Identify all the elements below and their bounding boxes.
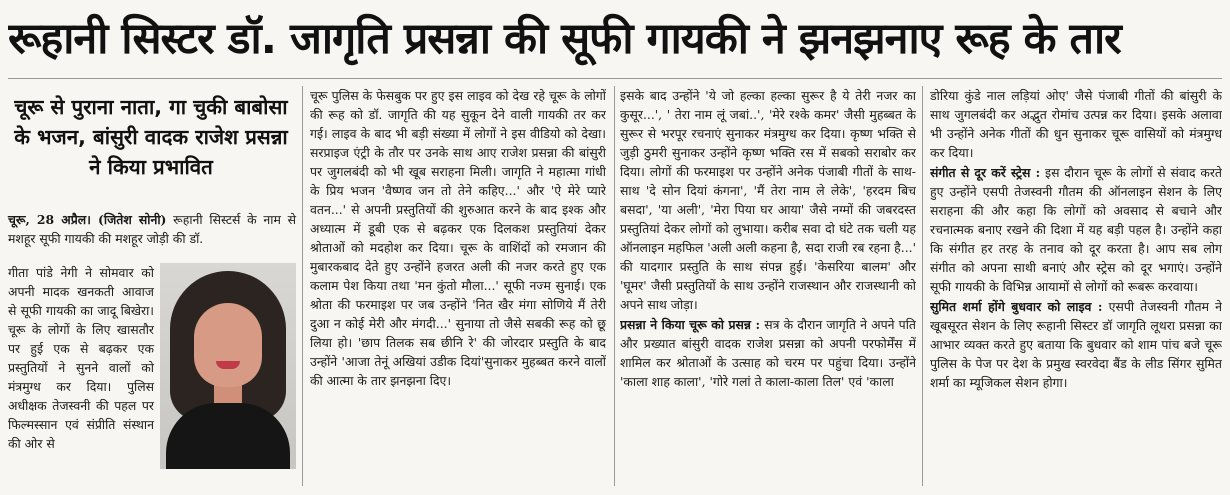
column-rule — [614, 86, 615, 486]
crosshead: संगीत से दूर करें स्ट्रेस : — [930, 165, 1041, 180]
subheadline: चूरू से पुराना नाता, गा चुकी बाबोसा के भजन, बांसुरी वादक राजेश प्रसन्ना ने किया प्रभावित — [14, 95, 288, 179]
photo-face — [194, 303, 262, 387]
dateline: चूरू, 28 अप्रैल। (जितेश सोनी) — [8, 212, 167, 227]
column-text: सत्र के दौरान जागृति ने अपने पति और प्रख्यात बांसुरी वादक राजेश प्रसन्ना को अपनी परफोर्मेंस में शामिल कर श्रोताओं के उत्साह को चरम पर पहुंचा दिया। उन्होंने 'काला शाह काला', 'गोरे गलां ते काला-काला तिल' एवं 'काला — [620, 317, 916, 389]
lead-paragraph — [8, 210, 296, 248]
article-column-4 — [930, 86, 1222, 491]
column-rule — [922, 86, 923, 486]
article-column-3 — [620, 86, 916, 491]
column-paragraph — [620, 315, 916, 391]
lead-continued: गीता पांडे नेगी ने सोमवार को अपनी मादक खनकती आवाज से सूफी गायकी का जादू बिखेरा। चूरू के लोगों के लिए खासतौर पर हुई एक से बढ़कर एक प्रस्तुतियों ने सुनने वालों को मंत्रमुग्ध कर दिया। पुलिस अधीक्षक तेजस्वनी की पहल पर फिल्मस्सान एवं संप्रीति संस्थान की ओर से — [8, 265, 154, 451]
crosshead: प्रसन्ना ने किया चूरू को प्रसन्न : — [620, 317, 761, 332]
crosshead: सुमित शर्मा होंगे बुधवार को लाइव : — [930, 299, 1103, 314]
headline: रूहानी सिस्टर डॉ. जागृति प्रसन्ना की सूफी गायकी ने झनझनाए रूह के तार — [8, 14, 1121, 64]
singer-photo — [160, 263, 296, 469]
column-text: चूरू पुलिस के फेसबुक पर हुए इस लाइव को देख रहे चूरू के लोगों की रूह को डॉ. जागृति की यह सुकून देने वाली गायकी तर कर गई। लाइव के बाद भी बड़ी संख्या में लोगों ने इस वीडियो को देखा। सरप्राइज एंट्री के तौर पर उनके साथ आए राजेश प्रसन्ना की बांसुरी पर जुगलबंदी को भी खूब सराहना मिली। जागृति ने महात्मा गांधी के प्रिय भजन 'वैष्णव जन तो तेने कहिए...' और 'ऐ मेरे प्यारे वतन...' से अपनी प्रस्तुतियों की शुरुआत करने के बाद इश्क और अध्यात्म में डूबी एक से बढ़कर एक दिलकश प्रस्तुतियां देकर श्रोताओं को मदहोश कर दिया। चूरू के वाशिंदों को रमजान की मुबारकबाद देते हुए उन्होंने हजरत अली की नजर करते हुए एक कलाम पेश किया तथा 'मन कुंतो मौला...' सूफी नज्म सुनाई। एक श्रोता की फरमाइश पर जब उन्होंने 'नित खैर मंगा सोणिये मैं तेरी दुआ न कोई मेरी और मंगदी...' सुनाया तो जैसे सबकी रूह को छू लिया हो। 'छाप तिलक सब छीनि रे' की जोरदार प्रस्तुति के बाद उन्होंने 'आजा तेनूं अखियां उडीक दियां'सुनाकर मुहब्बत करने वालों की आत्मा के तार झनझना दिए। — [310, 88, 606, 388]
column-text: इसके बाद उन्होंने 'ये जो हल्का हल्का सुरूर है ये तेरी नजर का कुसूर...', ' तेरा नाम लूं जबां..', 'मेरे रश्के कमर' जैसी मुहब्बत के सुरूर से भरपूर रचनाएं सुनाकर मंत्रमुग्ध कर दिया। कृष्ण भक्ति से जुड़ी ठुमरी सुनाकर उन्होंने कृष्ण भक्ति रस में सबको सराबोर कर दिया। लोगों की फरमाइश पर उन्होंने अनेक पंजाबी गीतों के साथ-साथ 'दे सोन दियां कंगना', 'मैं तेरा नाम ले लेके', 'हरदम बिच बसदा', 'या अली', 'मेरा पिया घर आया' जैसे नग्मों की जबरदस्त प्रस्तुतियां देकर लोगों को लुभाया। करीब सवा दो घंटे तक चली यह ऑनलाइन महफिल 'अली अली कहना है, सदा राजी रब रहना है...' की यादगार प्रस्तुति के साथ संपन्न हुई। 'केसरिया बालम' और 'घूमर' जैसी प्रस्तुतियों के साथ उन्होंने राजस्थान और राजस्थानी को अपने साथ जोड़ा। — [620, 88, 916, 312]
column-text: एसपी तेजस्वनी गौतम ने खूबसूरत सेशन के लिए रूहानी सिस्टर डॉ जागृति लूथरा प्रसन्ना का आभार व्यक्त करते हुए बताया कि बुधवार को शाम पांच बजे चूरू पुलिस के पेज पर देश के प्रमुख स्वरवेदा बैंड के लीड सिंगर सुमित शर्मा का म्यूजिकल सेशन होगा। — [930, 299, 1222, 390]
lead-text: रूहानी सिस्टर्स के नाम से मशहूर सूफी गायकी की मशहूर जोड़ी की डॉ. — [8, 212, 296, 246]
column-paragraph — [930, 297, 1222, 392]
column-rule — [302, 86, 303, 486]
headline-rule — [8, 78, 1222, 79]
article-column-2 — [310, 86, 606, 491]
column-text: इस दौरान चूरू के लोगों से संवाद करते हुए उन्होंने एसपी तेजस्वनी गौतम की ऑनलाइन सेशन के लिए सराहना की और कहा कि लोगों को अवसाद से बचाने और रचनात्मक बनाए रखने की दिशा में यह बड़ी पहल है। उन्होंने कहा कि संगीत हर तरह के तनाव को दूर करता है। आप सब लोग संगीत को अपना साथी बनाएं और स्ट्रेस को दूर भगाएं। उन्होंने सूफी गायकी के विभिन्न आयामों से लोगों को रूबरू करवाया। — [930, 165, 1222, 294]
column-text: डोरिया कुंडे नाल लड़ियां ओए' जैसे पंजाबी गीतों की बांसुरी के साथ जुगलबंदी कर अद्भुत रोमांच उत्पन्न कर दिया। इसके अलावा भी उन्होंने अनेक गीतों की धुन सुनाकर चूरू वासियों को मंत्रमुग्ध कर दिया। — [930, 88, 1222, 160]
column-paragraph — [930, 163, 1222, 296]
